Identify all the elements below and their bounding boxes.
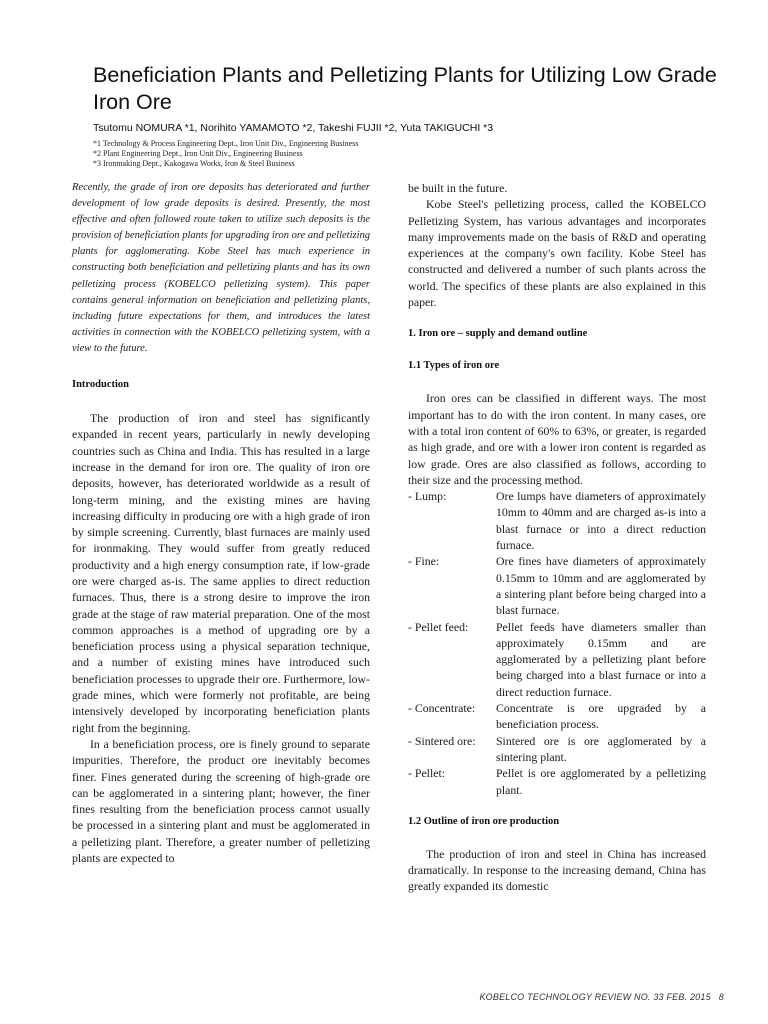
section-heading-1-1: 1.1 Types of iron ore — [408, 360, 500, 372]
ore-type-desc: Sintered ore is ore agglomerated by a sintering plant. — [496, 733, 706, 764]
ore-type-term: - Pellet: — [408, 766, 446, 781]
ore-type-term: - Fine: — [408, 554, 440, 569]
ore-type-term: - Sintered ore: — [408, 733, 476, 748]
ore-type-item — [408, 553, 706, 618]
intro-paragraph-2: In a beneficiation process, ore is finely ground to separate impurities. Therefore, the product ore inevitably becomes finer. Fines generated during the screening of high-grade ore can be agglomerated in a sintering plant; however, the finer fines resulting from the beneficiation process cannot usually be processed in a sintering plant and must be agglomerated in a pelletizing plant. Therefore, a greater number of pelletizing plants are expected to — [72, 736, 370, 866]
page-number: 8 — [718, 992, 724, 1002]
intro-continuation: be built in the future. — [408, 181, 508, 195]
production-paragraph: The production of iron and steel in China has increased dramatically. In response to the increasing demand, China has greatly expanded its domestic — [408, 846, 706, 894]
right-column — [408, 180, 706, 895]
ore-type-item — [408, 765, 706, 798]
author-list: Tsutomu NOMURA *1, Norihito YAMAMOTO *2, Takeshi FUJII *2, Yuta TAKIGUCHI *3 — [93, 122, 494, 134]
journal-name: KOBELCO TECHNOLOGY REVIEW NO. 33 FEB. 2015 — [479, 992, 711, 1002]
ore-type-item — [408, 733, 706, 766]
ore-type-desc: Concentrate is ore upgraded by a beneficiation process. — [496, 701, 706, 732]
affiliation-3: *3 Ironmaking Dept., Kakogawa Works, Iron & Steel Business — [93, 159, 295, 169]
ore-type-list — [408, 488, 706, 798]
affiliation-2: *2 Plant Engineering Dept., Iron Unit Div., Engineering Business — [93, 149, 303, 159]
ore-type-term: - Concentrate: — [408, 701, 476, 716]
ore-types-paragraph: Iron ores can be classified in different ways. The most important has to do with the iron content. In many cases, ore with a total iron content of 60% to 63%, or greater, is regarded as high grade, and ore with a lower iron content is regarded as low grade. Ores are also classified as follows, according to their size and the processing method. — [408, 391, 706, 487]
ore-type-term: - Pellet feed: — [408, 619, 469, 634]
abstract: Recently, the grade of iron ore deposits has deteriorated and further development of low grade deposits is desired. Presently, the most effective and often followed route taken to utilize such deposits is the provision of beneficiation plants for upgrading iron ore and pelletizing plants for agglomerating. Kobe Steel has much experience in constructing both beneficiation and pelletizing plants and has its own pelletizing process (KOBELCO pelletizing system). This paper contains general information on beneficiation and pelletizing plants, including future expectations for them, and introduces the latest activities in connection with the KOBELCO pelletizing system, with a view to the future. — [72, 182, 370, 354]
ore-type-desc: Ore lumps have diameters of approximately 10mm to 40mm and are charged as-is into a blast furnace or into a direct reduction furnace. — [496, 489, 706, 553]
ore-type-item — [408, 619, 706, 700]
ore-type-item — [408, 700, 706, 733]
ore-type-desc: Pellet feeds have diameters smaller than approximately 0.15mm and are agglomerated by a pelletizing plant before being charged into a blast furnace or into a direct reduction furnace. — [496, 619, 706, 699]
ore-type-item — [408, 488, 706, 553]
ore-type-term: - Lump: — [408, 489, 447, 504]
left-column — [72, 180, 370, 866]
paper-title: Beneficiation Plants and Pelletizing Plants for Utilizing Low Grade Iron Ore — [93, 63, 717, 114]
kobelco-system-paragraph: Kobe Steel's pelletizing process, called the KOBELCO Pelletizing System, has various advantages and incorporates many improvements made on the basis of R&D and operating experiences at the company's own facility. Kobe Steel has constructed and delivered a number of such plants across the world. The specifics of these plants are also explained in this paper. — [408, 197, 706, 310]
affiliations — [93, 139, 713, 170]
section-heading-1: 1. Iron ore – supply and demand outline — [408, 328, 588, 340]
page-footer — [479, 992, 724, 1002]
intro-paragraph-1: The production of iron and steel has significantly expanded in recent years, particularly in newly developing countries such as China and India. This has resulted in a large increase in the demand for iron ore. The quality of iron ore deposits, however, has deteriorated worldwide as a result of long-term mining, and the existing mines are having increasing difficulty in producing ore with a high grade of iron by simple screening. Currently, blast furnaces are mainly used for ironmaking. They would suffer from greatly reduced productivity and a high energy consumption rate, if low-grade ore were charged as-is. The same applies to direct reduction furnaces. Thus, there is a strong desire to improve the iron grade at the stage of raw material preparation. One of the most common approaches is a method of upgrading ore by a beneficiation process using a physical separation technique, and a number of existing mines have introduced such beneficiation processes to upgrade their ore. Furthermore, low-grade mines, which were formerly not profitable, are being intensively developed by incorporating beneficiation plants right from the beginning. — [72, 411, 370, 735]
ore-type-desc: Ore fines have diameters of approximately 0.15mm to 10mm and are agglomerated by a sintering plant before being charged into a blast furnace. — [496, 554, 706, 618]
section-heading-1-2: 1.2 Outline of iron ore production — [408, 815, 560, 827]
ore-type-desc: Pellet is ore agglomerated by a pelletizing plant. — [496, 766, 706, 797]
affiliation-1: *1 Technology & Process Engineering Dept., Iron Unit Div., Engineering Business — [93, 139, 359, 148]
section-heading-introduction: Introduction — [72, 379, 129, 391]
